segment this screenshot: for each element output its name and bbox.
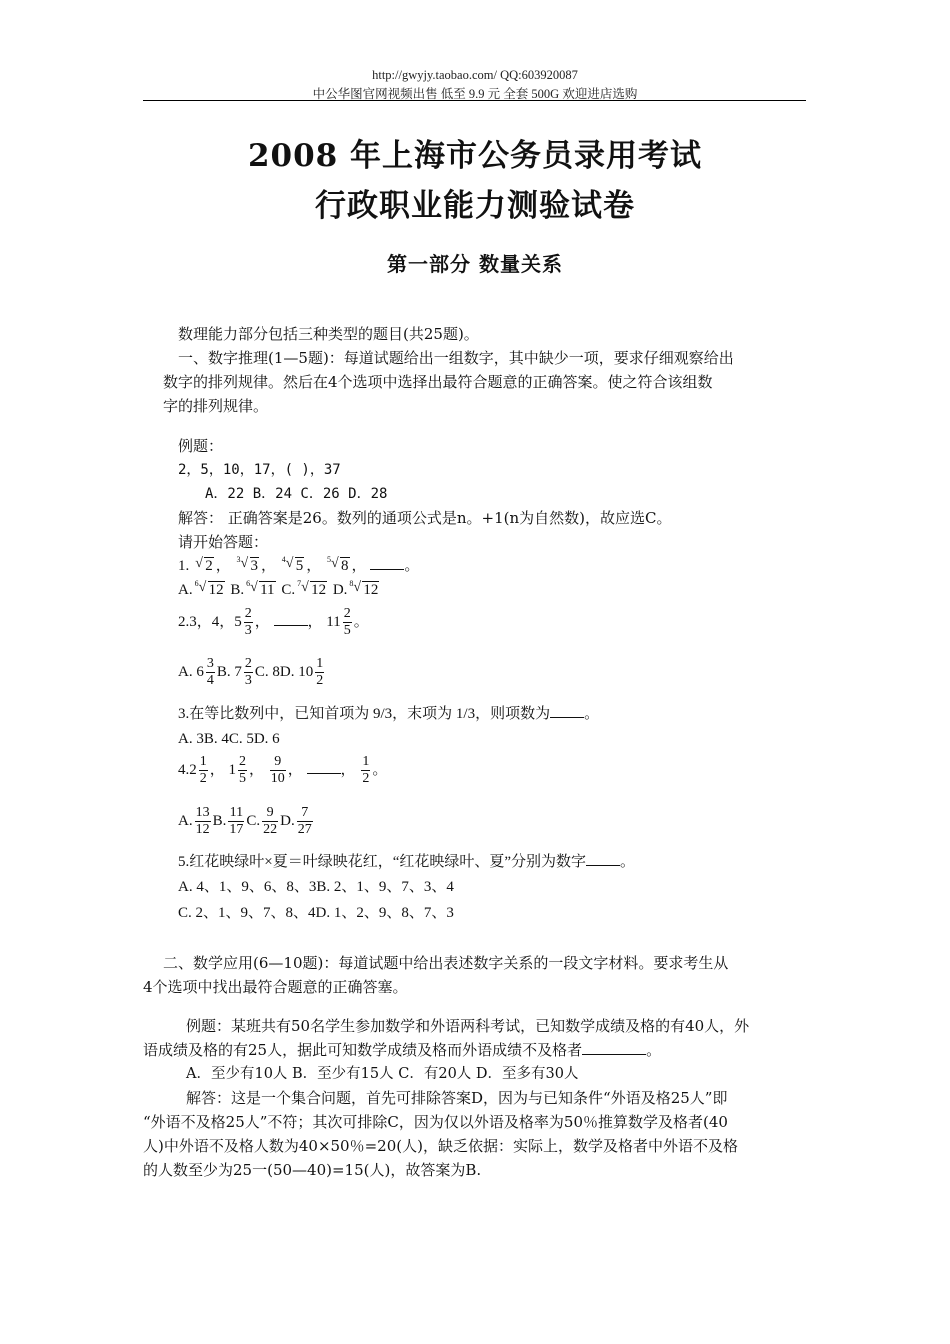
option-a-radical: 6 √ 12	[194, 579, 224, 598]
example-label: 例题：	[178, 437, 224, 455]
answer-blank	[274, 611, 308, 626]
answer-blank	[307, 759, 341, 774]
answer-blank	[582, 1040, 646, 1055]
header-ad: 中公华图官网视频出售 低至 9.9 元 全套 500G 欢迎进店选购	[312, 87, 638, 101]
option-c-radical: 7 √ 12	[297, 579, 327, 598]
header-url: http://gwyjy.taobao.com/ QQ:603920087	[372, 68, 578, 82]
fraction: $\frac{2}{3}$	[244, 606, 252, 638]
part2-example-2: 语成绩及格的有25人，据此可知数学成绩及格而外语成绩不及格者 。	[143, 1041, 662, 1059]
question-4-options: A. $\frac{13}{12}$ B. $\frac{11}{17}$ C. $\frac{9}{22}$ D. $\frac{7}{27}$	[178, 805, 312, 837]
question-2-options: A. 6 $\frac{3}{4}$ B. 7 $\frac{2}{3}$ C. 8D. 10 $\frac{1}{2}$	[178, 656, 324, 688]
intro-line-3: 数字的排列规律。然后在4个选项中选择出最符合题意的正确答案。使之符合该组数	[163, 373, 713, 391]
part2-answer-3: 人)中外语不及格人数为40×50％=20(人)，缺乏依据：实际上，数学及格者中外语不及格	[143, 1137, 738, 1155]
page-title: 2008 年上海市公务员录用考试	[247, 138, 703, 174]
fraction: $\frac{2}{3}$	[244, 656, 252, 688]
part2-line-2: 4个选项中找出最符合题意的正确答塞。	[143, 978, 408, 996]
question-5: 5.红花映绿叶×夏＝叶绿映花红，“红花映绿叶、夏”分别为数字 。	[178, 850, 635, 874]
fraction: $\frac{2}{5}$	[239, 754, 247, 786]
example-sequence: 2，5，10，17，( )，37	[178, 462, 341, 478]
option-d-radical: 8 √ 12	[349, 579, 379, 598]
fraction: $\frac{2}{5}$	[343, 606, 351, 638]
question-3: 3.在等比数列中，已知首项为 9/3，末项为 1/3，则项数为 。	[178, 702, 599, 726]
question-1-options: A. 6 √ 12 B. 6 √ 11 C. 7 √ 12 D. 8 √ 12	[178, 578, 381, 602]
radical-term: 4 √ 5	[281, 555, 304, 574]
fraction: $\frac{9}{22}$	[263, 805, 278, 837]
radical-term: 5 √ 8	[327, 555, 349, 574]
question-4: 4.2 $\frac{1}{2}$ ， 1 $\frac{2}{5}$ ， $\frac{9}{10}$ ， ， $\frac{1}{2}$ 。	[178, 754, 388, 786]
radical-term: 3 √ 3	[236, 555, 259, 574]
option-b-radical: 6 √ 11	[246, 579, 275, 598]
fraction: $\frac{9}{10}$	[270, 754, 285, 786]
fraction: $\frac{11}{17}$	[229, 805, 244, 837]
question-2: 2.3，4，5 $\frac{2}{3}$ ， ， 11 $\frac{2}{5}$ 。	[178, 606, 369, 638]
example-options: A．22 B．24 C．26 D．28	[205, 486, 388, 502]
part2-answer-2: “外语不及格25人”不符；其次可排除C，因为仅以外语及格率为50％推算数学及格者(40	[143, 1113, 728, 1131]
question-5-options-2: C. 2、1、9、7、8、4D. 1、2、9、8、7、3	[178, 905, 454, 921]
start-prompt: 请开始答题：	[178, 533, 269, 551]
header-rule	[143, 100, 806, 101]
part2-answer-1: 解答：这是一个集合问题，首先可排除答案D，因为与已知条件“外语及格25人”即	[186, 1089, 728, 1107]
part2-example-1: 例题：某班共有50名学生参加数学和外语两科考试，已知数学成绩及格的有40人，外	[186, 1017, 750, 1035]
intro-line-4: 字的排列规律。	[163, 397, 269, 415]
part2-options: A．至少有10人 B．至少有15人 C．有20人 D．至多有30人	[186, 1066, 579, 1082]
intro-line-1: 数理能力部分包括三种类型的题目(共25题)。	[178, 325, 479, 343]
fraction: $\frac{13}{12}$	[195, 805, 210, 837]
question-number: 1.	[178, 558, 190, 574]
intro-line-2: 一、数字推理(1—5题)：每道试题给出一组数字，其中缺少一项，要求仔细观察给出	[178, 349, 734, 367]
radical-term: √ 2	[195, 556, 213, 574]
question-3-options: A. 3B. 4C. 5D. 6	[178, 731, 280, 747]
section-title: 第一部分 数量关系	[387, 252, 563, 276]
answer-blank	[550, 703, 584, 718]
question-1: 1. √ 2 ， 3 √ 3 ， 4 √ 5 ， 5 √ 8 ， 。	[178, 554, 419, 578]
fraction: $\frac{3}{4}$	[206, 656, 214, 688]
part2-answer-4: 的人数至少为25一(50—40)=15(人)，故答案为B.	[143, 1161, 482, 1179]
answer-blank	[370, 555, 404, 570]
question-5-options-1: A. 4、1、9、6、8、3B. 2、1、9、7、3、4	[178, 879, 454, 895]
part2-line-1: 二、数学应用(6—10题)：每道试题中给出表述数字关系的一段文字材料。要求考生从	[163, 954, 729, 972]
page-subtitle: 行政职业能力测验试卷	[315, 188, 635, 224]
fraction: $\frac{7}{27}$	[297, 805, 312, 837]
fraction: $\frac{1}{2}$	[199, 754, 207, 786]
answer-blank	[586, 851, 620, 866]
example-answer: 解答： 正确答案是26。数列的通项公式是n。+1(n为自然数)，故应选C。	[178, 509, 672, 527]
fraction: $\frac{1}{2}$	[316, 656, 324, 688]
fraction: $\frac{1}{2}$	[362, 754, 370, 786]
